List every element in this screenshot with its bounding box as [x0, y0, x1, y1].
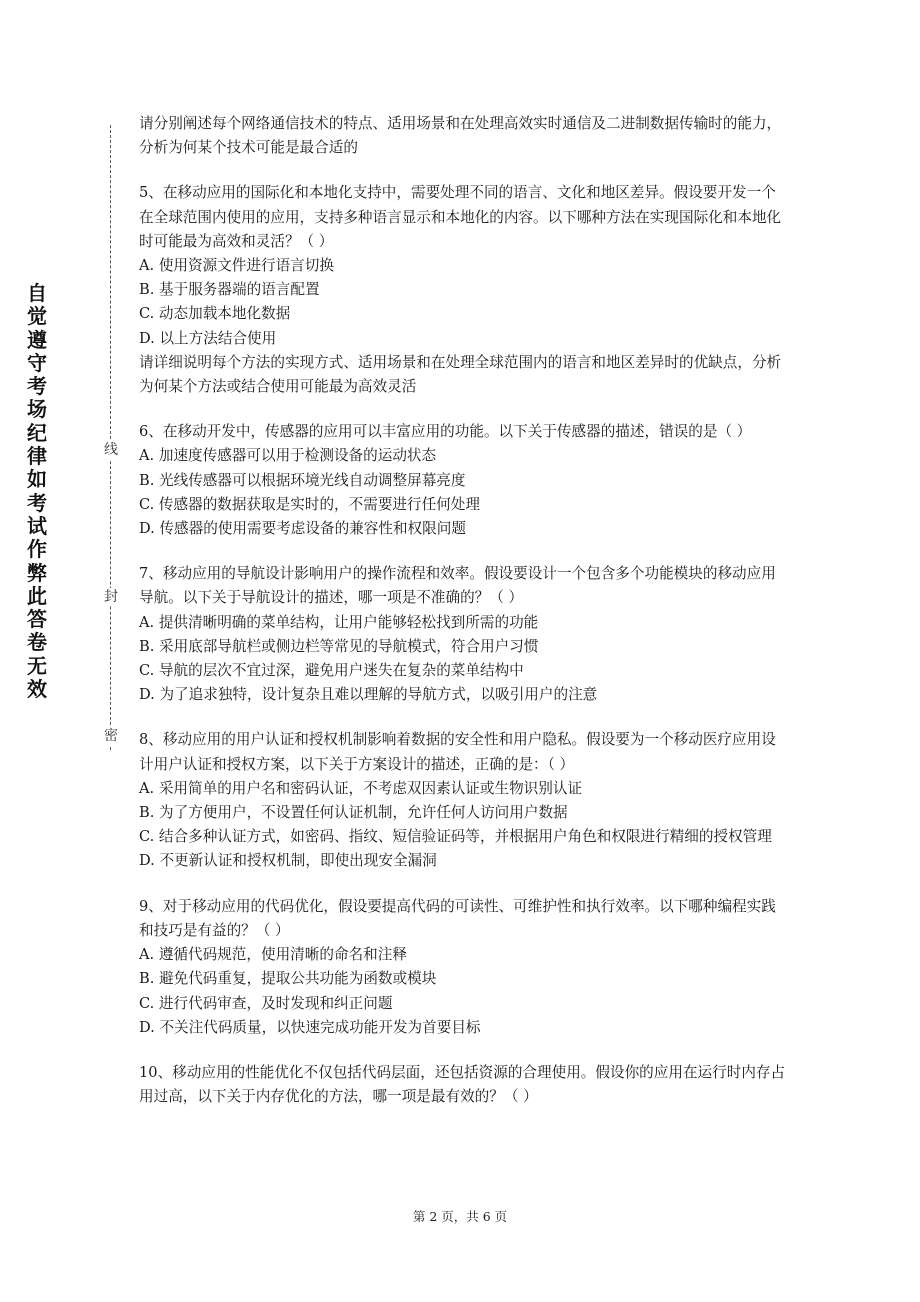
question-7 — [139, 562, 787, 707]
question-5 — [139, 181, 787, 399]
option-d: D. 不关注代码质量，以快速完成功能开发为首要目标 — [139, 1018, 481, 1036]
option-c: C. 导航的层次不宜过深，避免用户迷失在复杂的菜单结构中 — [139, 662, 524, 680]
option-c: C. 结合多种认证方式，如密码、指纹、短信验证码等，并根据用户角色和权限进行精细的授权管理 — [139, 828, 772, 846]
question-8 — [139, 728, 787, 873]
exam-rule-char: 弊 — [27, 560, 47, 585]
exam-rule-char: 场 — [27, 397, 47, 422]
option-a: A. 使用资源文件进行语言切换 — [139, 257, 334, 275]
seal-mark-feng: 封 — [104, 589, 118, 605]
option-c: C. 传感器的数据获取是实时的，不需要进行任何处理 — [139, 495, 480, 513]
exam-rule-char: 无 — [27, 653, 47, 678]
option-d: D. 以上方法结合使用 — [139, 329, 277, 347]
option-a: A. 加速度传感器可以用于检测设备的运动状态 — [139, 447, 437, 465]
exam-rule-char: 守 — [27, 350, 47, 375]
exam-content — [139, 112, 787, 1109]
question-stem: 10、移动应用的性能优化不仅包括代码层面，还包括资源的合理使用。假设你的应用在运行时内存占用过高，以下关于内存优化的方法，哪一项是最有效的？（ ） — [139, 1063, 786, 1106]
seal-dashed-line — [110, 125, 111, 750]
option-d: D. 传感器的使用需要考虑设备的兼容性和权限问题 — [139, 520, 466, 538]
option-d: D. 为了追求独特，设计复杂且难以理解的导航方式，以吸引用户的注意 — [139, 686, 598, 704]
exam-rule-char: 遵 — [27, 327, 47, 352]
question-stem: 6、在移动开发中，传感器的应用可以丰富应用的功能。以下关于传感器的描述，错误的是（ ） — [139, 423, 752, 441]
option-b: B. 采用底部导航栏或侧边栏等常见的导航模式，符合用户习惯 — [139, 637, 539, 655]
option-b: B. 基于服务器端的语言配置 — [139, 281, 320, 299]
question-stem: 9、对于移动应用的代码优化，假设要提高代码的可读性、可维护性和执行效率。以下哪种编程实践和技巧是有益的？（ ） — [139, 897, 776, 939]
exam-rule-char: 答 — [27, 607, 47, 632]
option-c: C. 进行代码审查，及时发现和纠正问题 — [139, 994, 393, 1012]
option-d: D. 不更新认证和授权机制，即使出现安全漏洞 — [139, 852, 437, 870]
exam-rule-char: 效 — [27, 677, 47, 702]
seal-mark-xian: 线 — [104, 442, 118, 458]
intro-paragraph: 请分别阐述每个网络通信技术的特点、适用场景和在处理高效实时通信及二进制数据传输时的能力，分析为何某个技术可能是最合适的 — [139, 115, 782, 157]
exam-rule-char: 律 — [27, 444, 47, 469]
exam-rule-char: 作 — [27, 537, 47, 562]
question-10 — [139, 1061, 787, 1109]
exam-rule-char: 如 — [27, 467, 47, 492]
exam-rule-char: 考 — [27, 490, 47, 515]
option-b: B. 避免代码重复，提取公共功能为函数或模块 — [139, 970, 437, 988]
option-a: A. 采用简单的用户名和密码认证，不考虑双因素认证或生物识别认证 — [139, 779, 583, 797]
question-followup: 请详细说明每个方法的实现方式、适用场景和在处理全球范围内的语言和地区差异时的优缺点，分析为何某个方法或结合使用可能最为高效灵活 — [139, 353, 782, 396]
exam-rule-char: 卷 — [27, 630, 47, 655]
option-a: A. 提供清晰明确的菜单结构，让用户能够轻松找到所需的功能 — [139, 613, 539, 631]
exam-rule-note — [22, 282, 52, 701]
question-stem: 5、在移动应用的国际化和本地化支持中，需要处理不同的语言、文化和地区差异。假设要开发一个在全球范围内使用的应用，支持多种语言显示和本地化的内容。以下哪种方法在实现国际化和本地化时可能最为高效和灵活？（ ） — [139, 184, 782, 250]
seal-mark-mi: 密 — [104, 728, 118, 744]
exam-rule-char: 自 — [27, 281, 47, 305]
exam-rule-char: 试 — [27, 513, 47, 538]
exam-rule-char: 此 — [27, 583, 47, 608]
option-c: C. 动态加载本地化数据 — [139, 305, 291, 323]
option-a: A. 遵循代码规范，使用清晰的命名和注释 — [139, 946, 407, 964]
exam-rule-char: 纪 — [27, 420, 47, 445]
question-stem: 7、移动应用的导航设计影响用户的操作流程和效率。假设要设计一个包含多个功能模块的移动应用导航。以下关于导航设计的描述，哪一项是不准确的？（ ） — [139, 565, 776, 607]
question-6 — [139, 420, 787, 541]
page-number-footer: 第 2 页，共 6 页 — [412, 1209, 508, 1224]
exam-rule-char: 考 — [27, 374, 47, 399]
option-b: B. 光线传感器可以根据环境光线自动调整屏幕亮度 — [139, 471, 466, 489]
question-stem: 8、移动应用的用户认证和授权机制影响着数据的安全性和用户隐私。假设要为一个移动医疗应用设计用户认证和授权方案，以下关于方案设计的描述，正确的是：（ ） — [139, 731, 776, 773]
option-b: B. 为了方便用户，不设置任何认证机制，允许任何人访问用户数据 — [139, 804, 568, 822]
question-9 — [139, 895, 787, 1040]
exam-rule-char: 觉 — [27, 304, 47, 329]
